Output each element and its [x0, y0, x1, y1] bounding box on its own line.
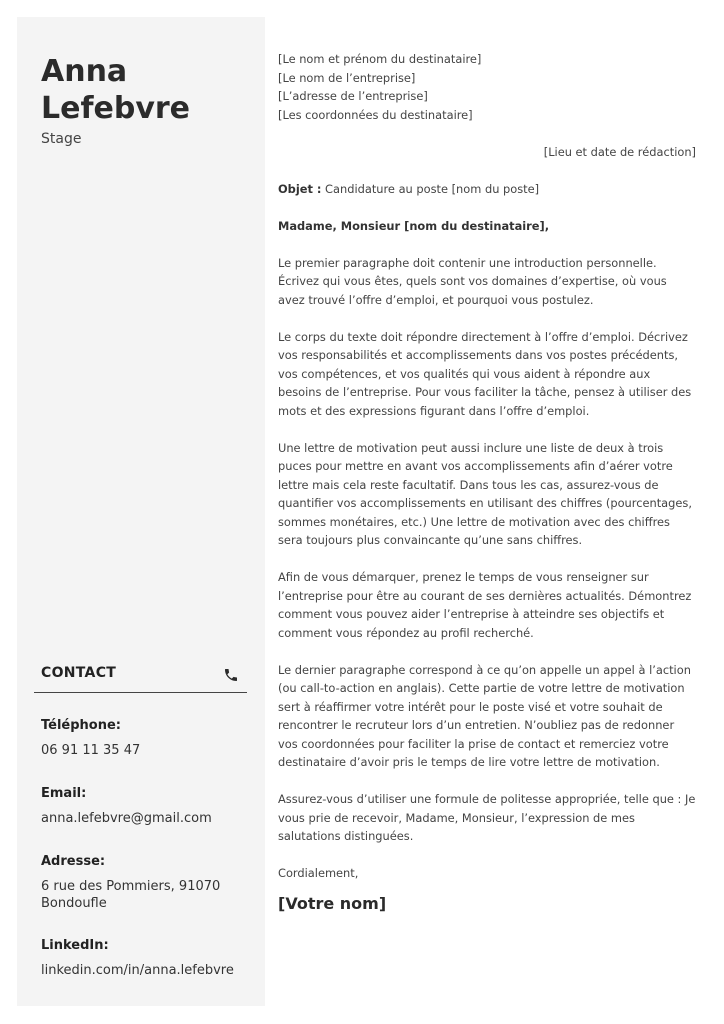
linkedin-value[interactable]: linkedin.com/in/anna.lefebvre: [41, 963, 234, 978]
phone-value: 06 91 11 35 47: [41, 743, 141, 758]
recipient-name: [Le nom et prénom du destinataire]: [278, 52, 482, 66]
subject-label: Objet :: [278, 181, 322, 196]
cover-letter: [278, 50, 696, 913]
place-date: [Lieu et date de rédaction]: [543, 144, 696, 159]
phone-icon: [223, 667, 239, 683]
contact-divider: [34, 692, 247, 693]
email-label: Email:: [41, 786, 87, 801]
salutation: Madame, Monsieur [nom du destinataire],: [278, 218, 550, 233]
linkedin-label: LinkedIn:: [41, 938, 109, 953]
recipient-address: [L’adresse de l’entreprise]: [278, 89, 428, 103]
subject-line: [278, 180, 696, 199]
first-name: Anna: [41, 54, 128, 89]
address-value: 6 rue des Pommiers, 91070 Bondoufle: [41, 879, 221, 911]
address-label: Adresse:: [41, 854, 106, 869]
last-name: Lefebvre: [41, 91, 191, 126]
paragraph-intro: Le premier paragraphe doit contenir une introduction personnelle. Écrivez qui vous êtes, quels sont vos domaines d’expertise, où vous avez trouvé l’offre d’emploi, et pourquoi vous postulez.: [278, 255, 667, 307]
contact-heading: CONTACT: [41, 665, 117, 681]
paragraph-body: Le corps du texte doit répondre directement à l’offre d’emploi. Décrivez vos responsabilités et accomplissements dans vos postes précédents, vos compétences, et vos qualités qui vous aident à répondre aux besoins de l’entreprise. Pour vous faciliter la tâche, pensez à utiliser des mots et des expressions figurant dans l’offre d’emploi.: [278, 329, 692, 418]
signature: [Votre nom]: [278, 893, 387, 913]
recipient-contact: [Les coordonnées du destinataire]: [278, 107, 473, 122]
sidebar: [17, 17, 265, 1006]
paragraph-politeness: Assurez-vous d’utiliser une formule de politesse appropriée, telle que : Je vous prie de recevoir, Madame, Monsieur, l’expression de mes salutations distinguées.: [278, 792, 696, 843]
job-title: Stage: [41, 131, 82, 147]
subject-text: Candidature au poste [nom du poste]: [321, 181, 540, 196]
paragraph-achievements: Une lettre de motivation peut aussi inclure une liste de deux à trois puces pour mettre en avant vos accomplissements afin d’aérer votre lettre mais cela reste facultatif. Dans tous les cas, assurez-vous de quantifier vos accomplissements en utilisant des chiffres (pourcentages, sommes monétaires, etc.) Une lettre de motivation avec des chiffres sera toujours plus convaincante qu’une sans chiffres.: [278, 440, 692, 547]
closing: Cordialement,: [278, 866, 359, 880]
paragraph-call-to-action: Le dernier paragraphe correspond à ce qu’on appelle un appel à l’action (ou call-to-action en anglais). Cette partie de votre lettre de motivation sert à réaffirmer votre intérêt pour le poste visé et votre souhait de rencontrer le recruteur lors d’un entretien. N’oubliez pas de redonner vos coordonnées pour faciliter la prise de contact et remerciez votre destinataire d’avoir pris le temps de lire votre lettre de motivation.: [278, 662, 691, 769]
email-value[interactable]: anna.lefebvre@gmail.com: [41, 811, 212, 826]
recipient-company: [Le nom de l’entreprise]: [278, 70, 416, 85]
paragraph-company: Afin de vous démarquer, prenez le temps de vous renseigner sur l’entreprise pour être au courant de ses dernières actualités. Démontrez comment vous pouvez aider l’entreprise à atteindre ses objectifs et comment vous répondez au profil recherché.: [278, 570, 692, 640]
candidate-name: [41, 53, 190, 127]
phone-label: Téléphone:: [41, 718, 121, 733]
